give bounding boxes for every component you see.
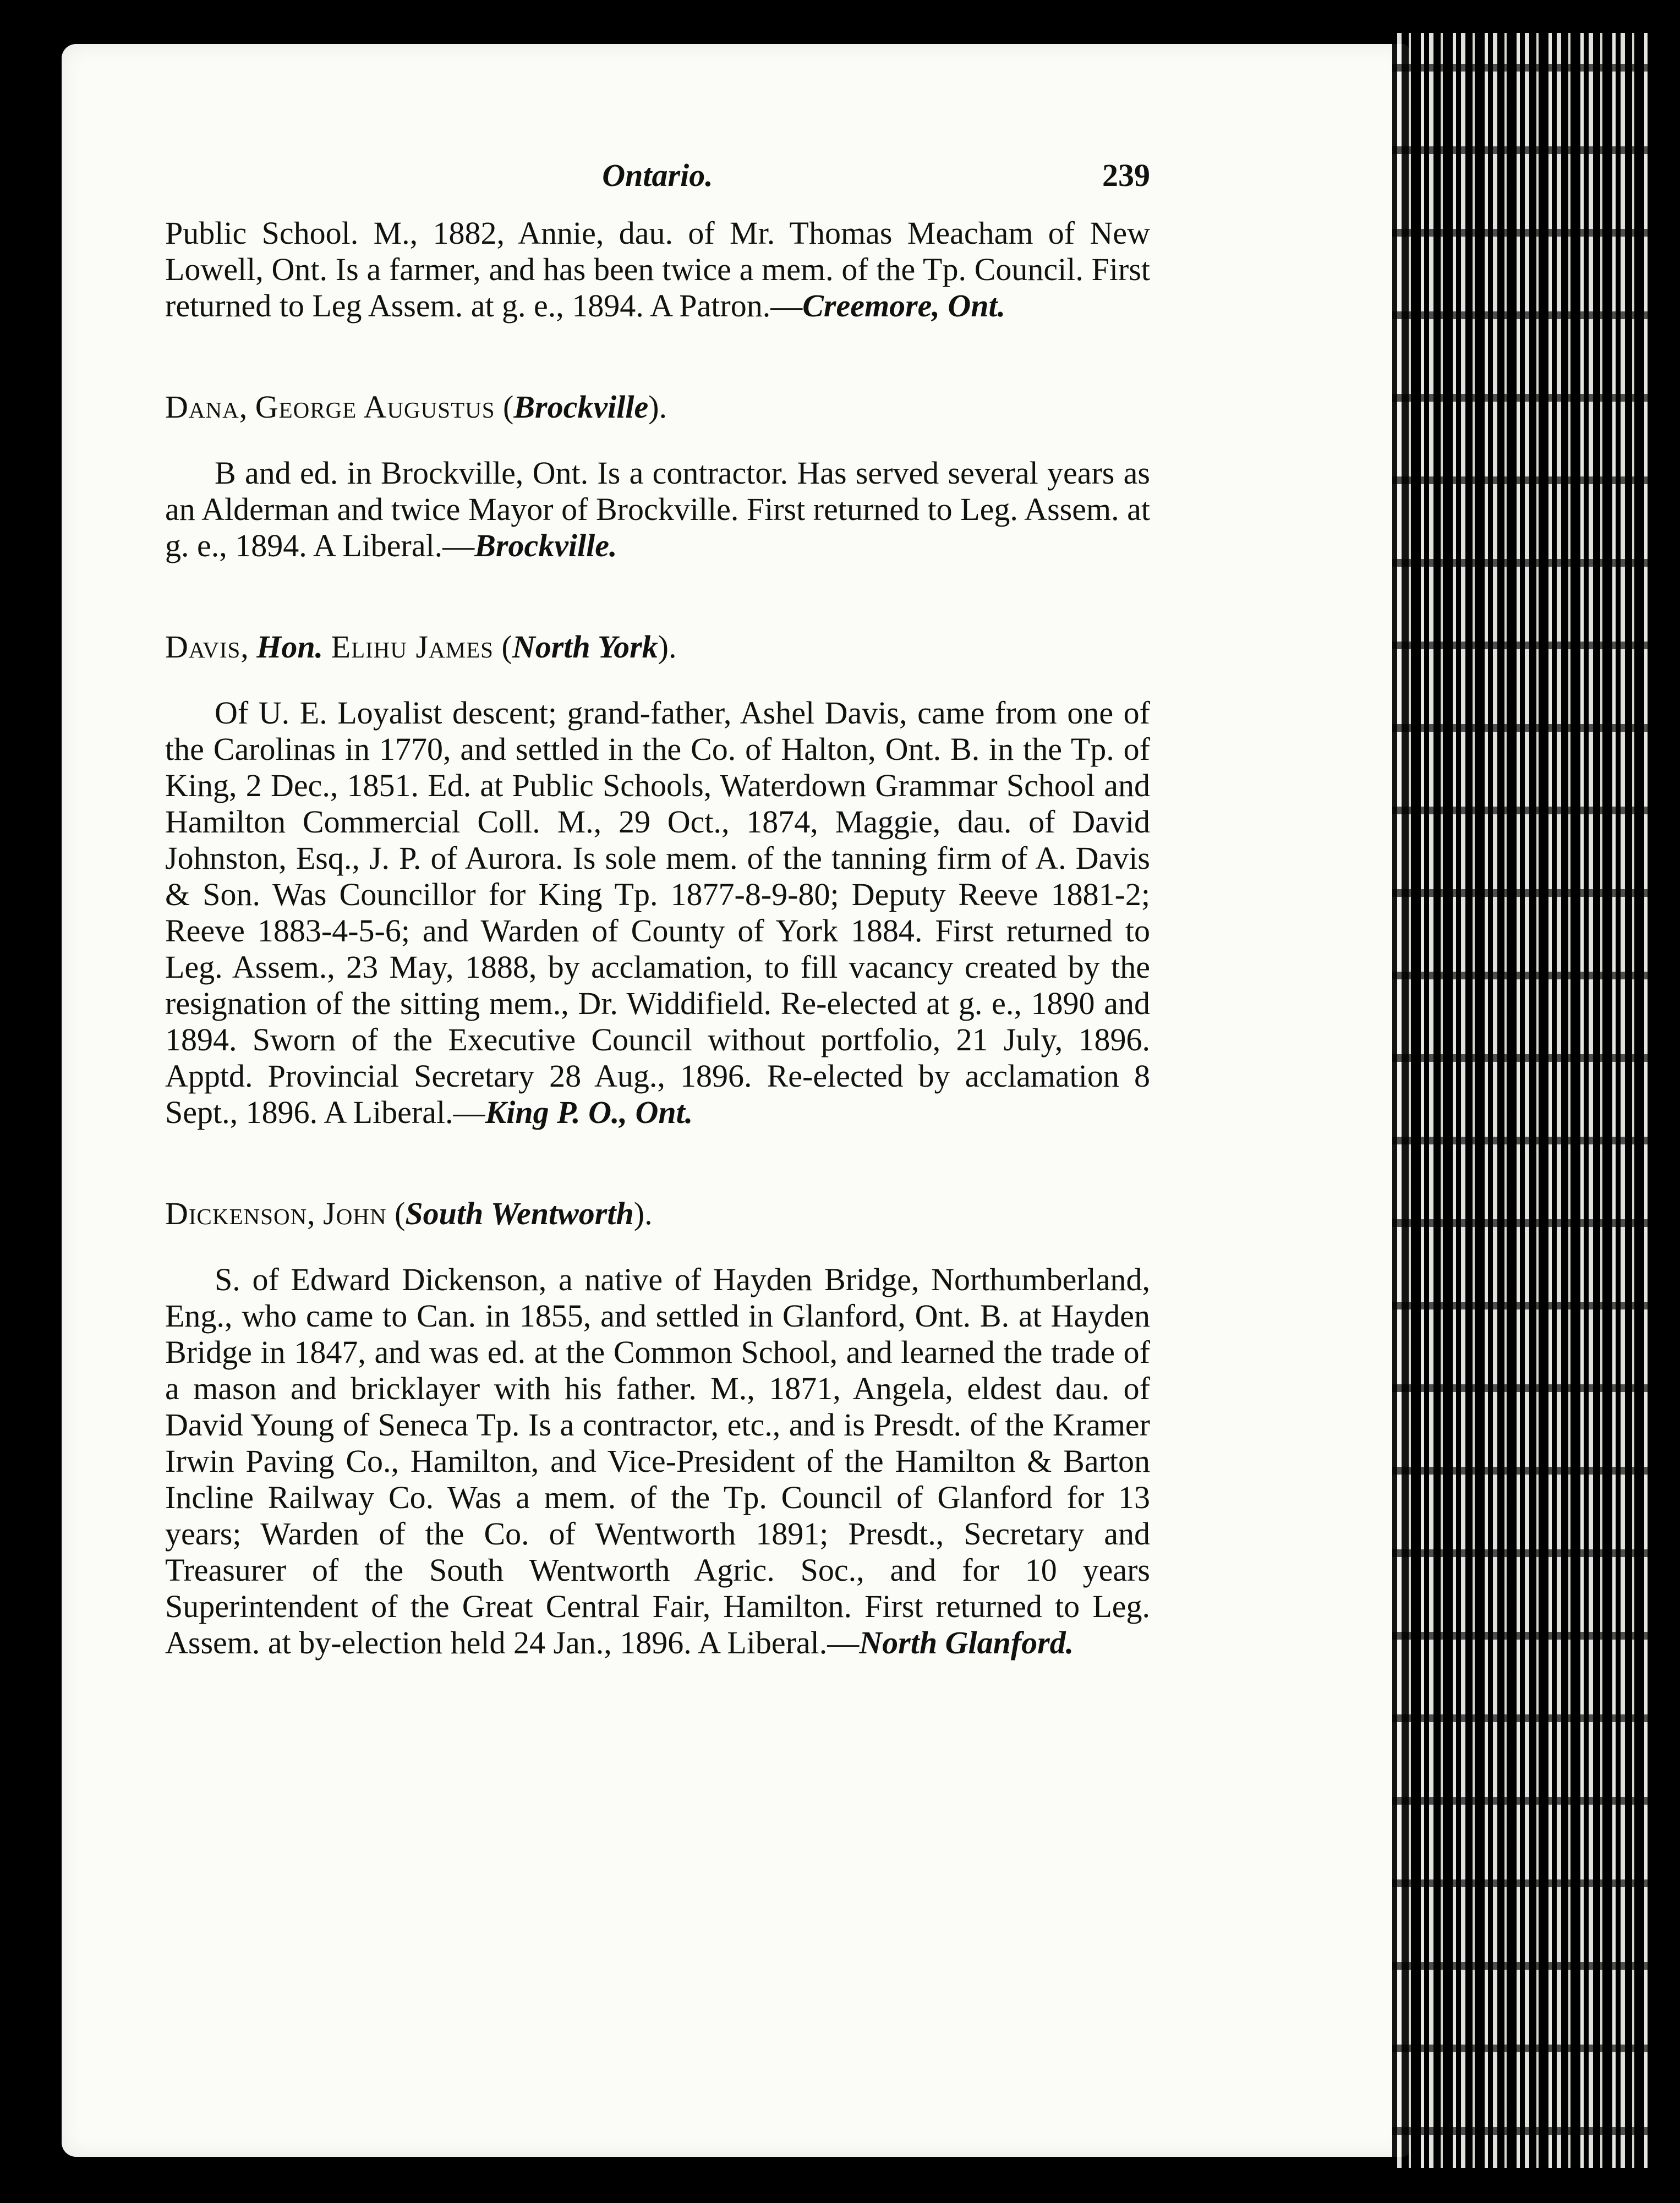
entry-riding: North York [512, 629, 658, 665]
entry-address: King P. O., Ont. [485, 1094, 693, 1130]
entry-riding-close: ). [633, 1196, 653, 1231]
entry-given-names: Elihu James [331, 629, 494, 665]
entry-body-dana [165, 455, 1150, 564]
entry-body-davis [165, 695, 1150, 1131]
page-number: 239 [1102, 157, 1150, 193]
entry-name-sep: , [240, 629, 257, 665]
entry-continuation [165, 215, 1150, 324]
running-head [165, 157, 1150, 201]
entry-riding: Brockville [513, 389, 649, 425]
entry-riding-open: ( [495, 389, 514, 425]
entry-surname: Dana [165, 389, 239, 425]
entry-text: S. of Edward Dickenson, a native of Hayden Bridge, Northumberland, Eng., who came to Can. in 1855, and settled in Glanford, Ont. B. at Hayden Bridge in 1847, and was ed. at the Common School, and learned the trade of a mason and bricklayer with his father. M., 1871, Angela, eldest dau. of David Young of Seneca Tp. Is a contractor, etc., and is Presdt. of the Kramer Irwin Paving Co., Hamilton, and Vice-President of the Hamilton & Barton Incline Railway Co. Was a mem. of the Tp. Council of Glanford for 13 years; Warden of the Co. of Wentworth 1891; Presdt., Secretary and Treasurer of the South Wentworth Agric. Soc., and for 10 years Superintendent of the Great Central Fair, Hamilton. First returned to Leg. Assem. at by-election held 24 Jan., 1896. A Liberal.— [165, 1262, 1150, 1661]
entry-heading-dickenson [165, 1196, 1150, 1232]
page-edges-shadow [1392, 33, 1651, 2168]
entry-text: Public School. M., 1882, Annie, dau. of Mr. Thomas Meacham of New Lowell, Ont. Is a farmer, and has been twice a mem. of the Tp. Council. First returned to Leg Assem. at g. e., 1894. A Patron.— [165, 215, 1150, 324]
entry-riding-open: ( [386, 1196, 406, 1231]
entry-text: B and ed. in Brockville, Ont. Is a contractor. Has served several years as an Alderman and twice Mayor of Brockville. First returned to Leg. Assem. at g. e., 1894. A Liberal.— [165, 455, 1150, 563]
entry-riding-open: ( [493, 629, 512, 665]
entry-given-names: George Augustus [255, 389, 495, 425]
running-title: Ontario. [602, 157, 713, 193]
entry-riding-close: ). [648, 389, 667, 425]
entry-heading-dana [165, 389, 1150, 425]
entry-text: Of U. E. Loyalist descent; grand-father, Ashel Davis, came from one of the Carolinas in 1770, and settled in the Co. of Halton, Ont. B. in the Tp. of King, 2 Dec., 1851. Ed. at Public Schools, Waterdown Grammar School and Hamilton Commercial Coll. M., 29 Oct., 1874, Maggie, dau. of David Johnston, Esq., J. P. of Aurora. Is sole mem. of the tanning firm of A. Davis & Son. Was Councillor for King Tp. 1877-8-9-80; Deputy Reeve 1881-2; Reeve 1883-4-5-6; and Warden of County of York 1884. First returned to Leg. Assem., 23 May, 1888, by acclamation, to fill vacancy created by the resignation of the sitting mem., Dr. Widdifield. Re-elected at g. e., 1890 and 1894. Sworn of the Executive Council without portfolio, 21 July, 1896. Apptd. Provincial Secretary 28 Aug., 1896. Re-elected by acclamation 8 Sept., 1896. A Liberal.— [165, 695, 1150, 1130]
entry-address: North Glanford. [859, 1625, 1074, 1661]
entry-heading-davis [165, 629, 1150, 665]
entry-riding: South Wentworth [405, 1196, 634, 1231]
entry-address: Creemore, Ont. [802, 288, 1006, 324]
entry-address: Brockville. [474, 528, 617, 563]
entry-given-names: John [323, 1196, 387, 1231]
entry-surname: Davis [165, 629, 241, 665]
entry-name-sep: , [239, 389, 255, 425]
page-content [165, 157, 1150, 1661]
entry-body-dickenson [165, 1262, 1150, 1661]
entry-surname: Dickenson [165, 1196, 308, 1231]
entry-honorific: Hon. [256, 629, 324, 665]
entry-riding-close: ). [658, 629, 677, 665]
entry-name-sep: , [307, 1196, 324, 1231]
